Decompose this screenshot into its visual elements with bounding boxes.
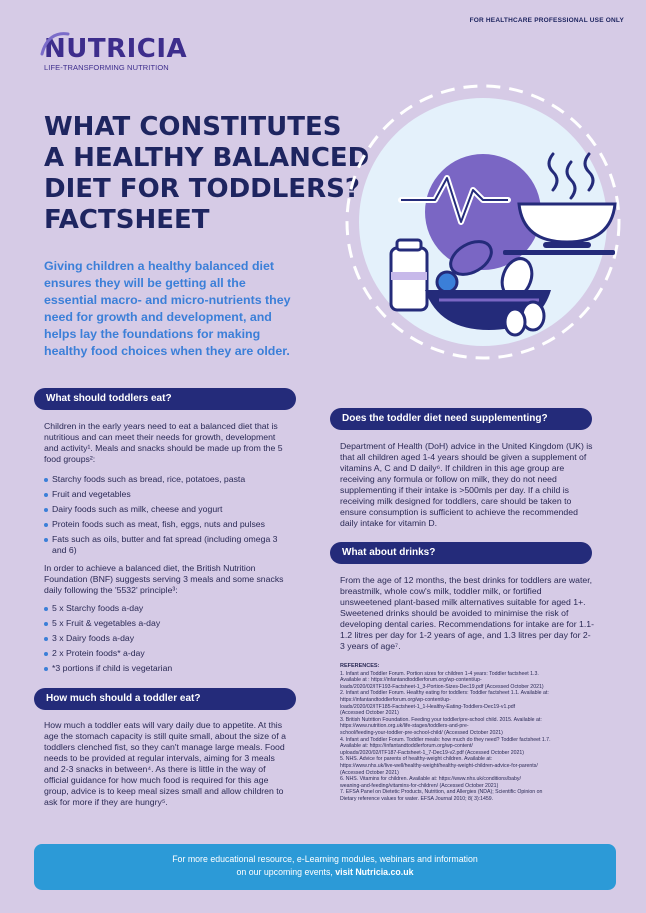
reference-line: school/feeding-your-toddler-pre-school-child/ (Accessed October 2021) bbox=[340, 729, 503, 736]
milk-carton-icon bbox=[391, 240, 427, 310]
title-line: FACTSHEET bbox=[44, 205, 210, 235]
title-line: DIET FOR TODDLERS? bbox=[44, 174, 360, 204]
references bbox=[340, 663, 590, 802]
reference-line: https://www.nutrition.org.uk/life-stages/toddlers-and-pre- bbox=[340, 723, 469, 730]
reference-line: loads/2020/02/ITF193-Factsheet-1_3-Portion-Sizes-Dec19.pdf (Accessed October 2021) bbox=[340, 683, 544, 690]
reference-line: https://www.nhs.uk/live-well/healthy-weight/healthy-weight-children-advice-for-parents/ bbox=[340, 762, 538, 769]
hcp-notice: FOR HEALTHCARE PROFESSIONAL USE ONLY bbox=[469, 17, 624, 24]
reference-line: 3. British Nutrition Foundation. Feeding your toddler/pre-school child. 2015. Available at: bbox=[340, 716, 542, 723]
list-item: Dairy foods such as milk, cheese and yogurt bbox=[44, 504, 294, 515]
title-line: WHAT CONSTITUTES bbox=[44, 112, 342, 142]
shelf-icon bbox=[503, 250, 615, 255]
reference-line: 7. EFSA Panel on Dietetic Products, Nutrition, and Allergies (NDA); Scientific Opinion on bbox=[340, 789, 543, 796]
reference-line: loads/2020/02/ITF185-Factsheet-1_1-Healthy-Eating-Toddlers-Dec19-v1.pdf bbox=[340, 703, 516, 710]
reference-line: 4. Infant and Toddler Forum. Toddler meals: how much do they need? Toddler factsheet 1.7. bbox=[340, 736, 551, 743]
reference-line: Available at: https://infantandtoddlerforum.org/wp-content/ bbox=[340, 743, 473, 750]
list-item: Protein foods such as meat, fish, eggs, nuts and pulses bbox=[44, 519, 294, 530]
list-item: Fruit and vegetables bbox=[44, 489, 294, 500]
nutricia-logo bbox=[44, 36, 187, 72]
section-heading-supplementing: Does the toddler diet need supplementing? bbox=[330, 408, 592, 430]
title-line: A HEALTHY BALANCED bbox=[44, 143, 370, 173]
reference-line: Dietary reference values for water. EFSA Journal 2010; 8( 3):1459. bbox=[340, 795, 494, 802]
logo-swoosh-icon bbox=[40, 30, 70, 60]
footer-text: on our upcoming events, bbox=[236, 867, 336, 877]
list-item: Fats such as oils, butter and fat spread (including omega 3 and 6) bbox=[44, 534, 294, 556]
logo-wordmark: NUTRICIA bbox=[44, 34, 188, 64]
reference-line: https://infantandtoddlerforum.org/wp-content/up- bbox=[340, 696, 451, 703]
healthy-food-illustration bbox=[343, 82, 623, 362]
footer-line: For more educational resource, e-Learning modules, webinars and information bbox=[172, 854, 478, 864]
page-title bbox=[44, 112, 374, 236]
reference-line: (Accessed October 2021) bbox=[340, 769, 399, 776]
list-item: Starchy foods such as bread, rice, potatoes, pasta bbox=[44, 474, 294, 485]
drinks-text: From the age of 12 months, the best drinks for toddlers are water, breastmilk, whole cow's milk, toddler milk, or fortified unsweetened plant-based milk alternatives suitable for aged 1+. Sweetened drinks should be avoided to minimise the risk of developing dental caries. Recommendations for intake are for 1.1-1.2 litres per day for 1-2 years of age, and 1.3 litres per day for 2-3 years of age⁷. bbox=[340, 575, 595, 651]
reference-line: weaning-and-feeding/vitamins-for-children/ (Accessed October 2021) bbox=[340, 782, 499, 789]
reference-line: (Accessed October 2021) bbox=[340, 710, 399, 717]
supplementing-text: Department of Health (DoH) advice in the United Kingdom (UK) is that all children aged 1-4 years should be given a supplement of vitamins A, C and D daily⁶. If children in this age group are receiving any formula or follow on milk, they do not need supplementing if their intake is >500mls per day. If a child is receiving milk designed for toddlers, care should be taken to ensure consumption is sufficient to achieve the recommended daily intake for vitamin D. bbox=[340, 441, 593, 528]
list-item: 2 x Protein foods* a-day bbox=[44, 648, 294, 659]
reference-line: 6. NHS. Vitamins for children. Available at: https://www.nhs.uk/conditions/baby/ bbox=[340, 776, 521, 783]
reference-line: 5. NHS. Advice for parents of healthy-weight children. Available at: bbox=[340, 756, 493, 763]
references-heading: REFERENCES: bbox=[340, 663, 380, 669]
list-item: 3 x Dairy foods a-day bbox=[44, 633, 294, 644]
what-eat-bnf: In order to achieve a balanced diet, the British Nutrition Foundation (BNF) suggests serving 3 meals and some snacks daily following the '5532' principle³: bbox=[44, 563, 284, 595]
food-group-list bbox=[44, 474, 294, 560]
nutricia-website-link[interactable]: visit Nutricia.co.uk bbox=[335, 867, 414, 877]
reference-line: uploads/2020/02/ITF187-Factsheet-1_7-Dec19-v2.pdf (Accessed October 2021) bbox=[340, 749, 524, 756]
footer-line-2 bbox=[34, 866, 616, 879]
logo-tagline: LIFE-TRANSFORMING NUTRITION bbox=[44, 63, 169, 72]
portion-list bbox=[44, 603, 294, 678]
intro-text: Giving children a healthy balanced diet ensures they will be getting all the essential macro- and micro-nutrients they need for growth and development, and helps lay the foundations for making healthy food choices when they are older. bbox=[44, 259, 291, 358]
list-item: 5 x Fruit & vegetables a-day bbox=[44, 618, 294, 629]
footer-banner bbox=[34, 844, 616, 890]
what-eat-intro: Children in the early years need to eat a balanced diet that is nutritious and can meet their needs for growth, development and activity¹. Meals and snacks should be made up from the 5 food groups²: bbox=[44, 421, 283, 464]
section-heading-drinks: What about drinks? bbox=[330, 542, 592, 564]
how-much-text: How much a toddler eats will vary daily due to appetite. At this age the stomach capacity is still quite small, about the size of a toddlers clenched fist, so they can't manage large meals. Food needs to be provided at regular intervals, aiming for 3 meals and 2-3 snacks in between⁴. As there is little in the way of official guidance for how much food is required for this age group, advice is to keep meal sizes small and allow children to ask for more if they are hungry⁵. bbox=[44, 720, 286, 807]
section-heading-what-eat: What should toddlers eat? bbox=[34, 388, 296, 410]
section-heading-how-much: How much should a toddler eat? bbox=[34, 688, 296, 710]
reference-line: 1. Infant and Toddler Forum. Portion sizes for children 1-4 years: Toddler factsheet 1.3. bbox=[340, 670, 539, 677]
list-item: 5 x Starchy foods a-day bbox=[44, 603, 294, 614]
reference-line: Available at : https://infantandtoddlerforum.org/wp-content/up- bbox=[340, 677, 482, 684]
list-item: *3 portions if child is vegetarian bbox=[44, 663, 294, 674]
reference-line: 2. Infant and Toddler Forum. Healthy eating for toddlers: Toddler factsheet 1.1. Available at: bbox=[340, 690, 549, 697]
